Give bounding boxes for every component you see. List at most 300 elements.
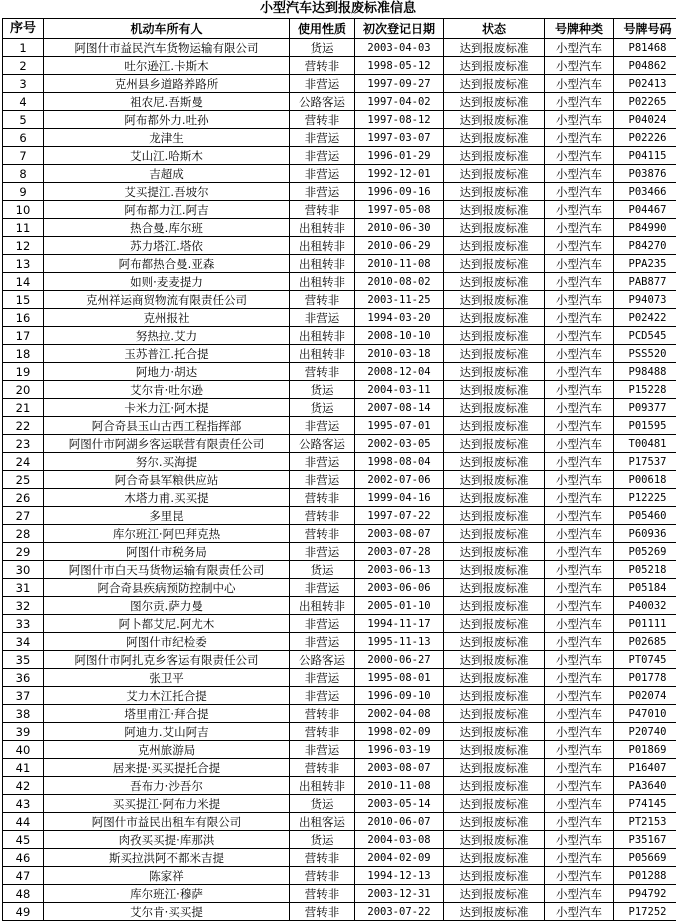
table-row xyxy=(3,687,676,705)
cell-use: 营转非 xyxy=(290,903,355,921)
cell-kind: 小型汽车 xyxy=(545,489,614,507)
cell-plate: P01778 xyxy=(614,669,676,687)
table-row xyxy=(3,867,676,885)
cell-use: 非营运 xyxy=(290,471,355,489)
cell-state: 达到报废标准 xyxy=(444,93,545,111)
cell-state: 达到报废标准 xyxy=(444,57,545,75)
table-row xyxy=(3,147,676,165)
cell-date: 1997-09-27 xyxy=(355,75,444,93)
cell-no: 2 xyxy=(3,57,44,75)
cell-plate: P35167 xyxy=(614,831,676,849)
cell-state: 达到报废标准 xyxy=(444,381,545,399)
cell-plate: P01288 xyxy=(614,867,676,885)
table-row xyxy=(3,759,676,777)
cell-kind: 小型汽车 xyxy=(545,453,614,471)
table-row xyxy=(3,705,676,723)
cell-kind: 小型汽车 xyxy=(545,705,614,723)
cell-plate: P04467 xyxy=(614,201,676,219)
cell-use: 出租转非 xyxy=(290,597,355,615)
cell-plate: P47010 xyxy=(614,705,676,723)
cell-state: 达到报废标准 xyxy=(444,741,545,759)
cell-kind: 小型汽车 xyxy=(545,795,614,813)
cell-plate: P17537 xyxy=(614,453,676,471)
table-row xyxy=(3,471,676,489)
cell-owner: 库尔班江·穆萨 xyxy=(44,885,290,903)
cell-date: 1996-01-29 xyxy=(355,147,444,165)
cell-owner: 克州报社 xyxy=(44,309,290,327)
cell-kind: 小型汽车 xyxy=(545,561,614,579)
cell-no: 22 xyxy=(3,417,44,435)
table-row xyxy=(3,75,676,93)
cell-date: 2010-11-08 xyxy=(355,777,444,795)
cell-owner: 祖农尼.吾斯曼 xyxy=(44,93,290,111)
cell-owner: 克州祥运商贸物流有限责任公司 xyxy=(44,291,290,309)
cell-kind: 小型汽车 xyxy=(545,345,614,363)
cell-use: 非营运 xyxy=(290,615,355,633)
cell-use: 出租客运 xyxy=(290,813,355,831)
cell-owner: 艾买提江.吾坡尔 xyxy=(44,183,290,201)
cell-owner: 阿迪力.艾山阿吉 xyxy=(44,723,290,741)
cell-kind: 小型汽车 xyxy=(545,759,614,777)
cell-no: 34 xyxy=(3,633,44,651)
cell-date: 2002-03-05 xyxy=(355,435,444,453)
cell-date: 1998-05-12 xyxy=(355,57,444,75)
cell-state: 达到报废标准 xyxy=(444,237,545,255)
table-row xyxy=(3,363,676,381)
cell-plate: T00481 xyxy=(614,435,676,453)
cell-no: 47 xyxy=(3,867,44,885)
cell-state: 达到报废标准 xyxy=(444,309,545,327)
cell-date: 2008-10-10 xyxy=(355,327,444,345)
table-row xyxy=(3,435,676,453)
cell-kind: 小型汽车 xyxy=(545,597,614,615)
cell-owner: 苏力塔江.塔依 xyxy=(44,237,290,255)
cell-no: 39 xyxy=(3,723,44,741)
cell-kind: 小型汽车 xyxy=(545,831,614,849)
cell-no: 41 xyxy=(3,759,44,777)
cell-state: 达到报废标准 xyxy=(444,75,545,93)
cell-owner: 阿图什市阿扎克乡客运有限责任公司 xyxy=(44,651,290,669)
cell-kind: 小型汽车 xyxy=(545,57,614,75)
cell-kind: 小型汽车 xyxy=(545,381,614,399)
cell-date: 2010-06-07 xyxy=(355,813,444,831)
cell-plate: P20740 xyxy=(614,723,676,741)
cell-plate: P17252 xyxy=(614,903,676,921)
cell-plate: P04115 xyxy=(614,147,676,165)
cell-date: 2010-08-02 xyxy=(355,273,444,291)
table-row xyxy=(3,219,676,237)
cell-use: 营转非 xyxy=(290,885,355,903)
cell-use: 营转非 xyxy=(290,525,355,543)
cell-date: 2003-05-14 xyxy=(355,795,444,813)
cell-date: 1995-11-13 xyxy=(355,633,444,651)
table-row xyxy=(3,669,676,687)
cell-use: 非营运 xyxy=(290,633,355,651)
cell-owner: 阿图什市白天马货物运输有限责任公司 xyxy=(44,561,290,579)
cell-date: 2003-06-13 xyxy=(355,561,444,579)
cell-state: 达到报废标准 xyxy=(444,615,545,633)
table-row xyxy=(3,723,676,741)
cell-date: 2007-08-14 xyxy=(355,399,444,417)
cell-date: 1997-03-07 xyxy=(355,129,444,147)
cell-no: 5 xyxy=(3,111,44,129)
cell-owner: 卡米力江·阿木提 xyxy=(44,399,290,417)
cell-kind: 小型汽车 xyxy=(545,399,614,417)
cell-no: 17 xyxy=(3,327,44,345)
cell-owner: 克州县乡道路养路所 xyxy=(44,75,290,93)
column-header-kind: 号牌种类 xyxy=(545,19,614,39)
cell-kind: 小型汽车 xyxy=(545,147,614,165)
cell-use: 出租转非 xyxy=(290,219,355,237)
table-row xyxy=(3,795,676,813)
cell-plate: P15228 xyxy=(614,381,676,399)
column-header-no: 序号 xyxy=(3,19,44,39)
cell-owner: 龙津生 xyxy=(44,129,290,147)
cell-date: 2003-08-07 xyxy=(355,759,444,777)
table-row xyxy=(3,597,676,615)
cell-use: 营转非 xyxy=(290,57,355,75)
cell-use: 公路客运 xyxy=(290,93,355,111)
cell-kind: 小型汽车 xyxy=(545,435,614,453)
cell-plate: P81468 xyxy=(614,39,676,57)
table-row xyxy=(3,903,676,921)
table-row xyxy=(3,93,676,111)
table-row xyxy=(3,489,676,507)
cell-state: 达到报废标准 xyxy=(444,255,545,273)
table-row xyxy=(3,525,676,543)
cell-state: 达到报废标准 xyxy=(444,417,545,435)
cell-date: 2010-06-30 xyxy=(355,219,444,237)
cell-no: 1 xyxy=(3,39,44,57)
cell-owner: 阿地力·胡达 xyxy=(44,363,290,381)
cell-plate: P02685 xyxy=(614,633,676,651)
cell-use: 营转非 xyxy=(290,867,355,885)
table-row xyxy=(3,453,676,471)
cell-kind: 小型汽车 xyxy=(545,543,614,561)
table-row xyxy=(3,291,676,309)
cell-date: 1997-04-02 xyxy=(355,93,444,111)
cell-no: 12 xyxy=(3,237,44,255)
table-row xyxy=(3,831,676,849)
cell-date: 2003-11-25 xyxy=(355,291,444,309)
cell-date: 1997-08-12 xyxy=(355,111,444,129)
cell-plate: P01111 xyxy=(614,615,676,633)
cell-no: 36 xyxy=(3,669,44,687)
cell-no: 32 xyxy=(3,597,44,615)
cell-no: 45 xyxy=(3,831,44,849)
cell-kind: 小型汽车 xyxy=(545,75,614,93)
cell-plate: P60936 xyxy=(614,525,676,543)
table-row xyxy=(3,777,676,795)
cell-state: 达到报废标准 xyxy=(444,165,545,183)
cell-plate: P05669 xyxy=(614,849,676,867)
cell-state: 达到报废标准 xyxy=(444,39,545,57)
cell-owner: 居来提·买买提托合提 xyxy=(44,759,290,777)
cell-date: 1996-09-10 xyxy=(355,687,444,705)
cell-plate: P01595 xyxy=(614,417,676,435)
table-row xyxy=(3,615,676,633)
cell-state: 达到报废标准 xyxy=(444,903,545,921)
cell-no: 28 xyxy=(3,525,44,543)
cell-no: 15 xyxy=(3,291,44,309)
cell-date: 2003-07-28 xyxy=(355,543,444,561)
cell-plate: PPA235 xyxy=(614,255,676,273)
cell-no: 11 xyxy=(3,219,44,237)
cell-no: 40 xyxy=(3,741,44,759)
cell-owner: 阿卜都艾尼.阿尤木 xyxy=(44,615,290,633)
cell-date: 2010-06-29 xyxy=(355,237,444,255)
cell-date: 1998-08-04 xyxy=(355,453,444,471)
cell-owner: 努尔.买海提 xyxy=(44,453,290,471)
cell-kind: 小型汽车 xyxy=(545,39,614,57)
cell-use: 非营运 xyxy=(290,417,355,435)
cell-date: 2003-12-31 xyxy=(355,885,444,903)
cell-plate: P05184 xyxy=(614,579,676,597)
cell-use: 非营运 xyxy=(290,669,355,687)
cell-kind: 小型汽车 xyxy=(545,291,614,309)
cell-kind: 小型汽车 xyxy=(545,903,614,921)
cell-no: 21 xyxy=(3,399,44,417)
cell-owner: 木塔力甫.买买提 xyxy=(44,489,290,507)
cell-plate: P05460 xyxy=(614,507,676,525)
cell-state: 达到报废标准 xyxy=(444,705,545,723)
vehicle-table xyxy=(2,18,676,921)
cell-owner: 阿布都热合曼.亚森 xyxy=(44,255,290,273)
cell-kind: 小型汽车 xyxy=(545,363,614,381)
cell-date: 2004-03-11 xyxy=(355,381,444,399)
table-row xyxy=(3,183,676,201)
cell-date: 1997-07-22 xyxy=(355,507,444,525)
cell-owner: 阿图什市税务局 xyxy=(44,543,290,561)
table-body xyxy=(3,39,676,921)
cell-no: 7 xyxy=(3,147,44,165)
cell-owner: 玉苏普江.托合提 xyxy=(44,345,290,363)
cell-no: 14 xyxy=(3,273,44,291)
cell-no: 6 xyxy=(3,129,44,147)
cell-date: 2000-06-27 xyxy=(355,651,444,669)
table-row xyxy=(3,255,676,273)
cell-use: 营转非 xyxy=(290,723,355,741)
cell-use: 出租转非 xyxy=(290,255,355,273)
cell-no: 4 xyxy=(3,93,44,111)
cell-state: 达到报废标准 xyxy=(444,669,545,687)
table-row xyxy=(3,57,676,75)
cell-date: 2004-03-08 xyxy=(355,831,444,849)
cell-kind: 小型汽车 xyxy=(545,327,614,345)
cell-plate: P05269 xyxy=(614,543,676,561)
cell-use: 营转非 xyxy=(290,489,355,507)
cell-plate: P01869 xyxy=(614,741,676,759)
cell-owner: 如则·麦麦提力 xyxy=(44,273,290,291)
cell-no: 25 xyxy=(3,471,44,489)
cell-use: 货运 xyxy=(290,795,355,813)
cell-state: 达到报废标准 xyxy=(444,471,545,489)
cell-date: 2004-02-09 xyxy=(355,849,444,867)
cell-date: 2008-12-04 xyxy=(355,363,444,381)
cell-use: 非营运 xyxy=(290,453,355,471)
cell-owner: 艾力木江托合提 xyxy=(44,687,290,705)
cell-date: 1998-02-09 xyxy=(355,723,444,741)
cell-owner: 努热拉.艾力 xyxy=(44,327,290,345)
cell-no: 38 xyxy=(3,705,44,723)
cell-kind: 小型汽车 xyxy=(545,309,614,327)
cell-owner: 斯买拉洪阿不都米吉提 xyxy=(44,849,290,867)
cell-plate: P05218 xyxy=(614,561,676,579)
cell-owner: 多里昆 xyxy=(44,507,290,525)
cell-no: 18 xyxy=(3,345,44,363)
table-row xyxy=(3,543,676,561)
cell-state: 达到报废标准 xyxy=(444,147,545,165)
cell-use: 营转非 xyxy=(290,291,355,309)
cell-date: 1995-07-01 xyxy=(355,417,444,435)
cell-state: 达到报废标准 xyxy=(444,435,545,453)
cell-state: 达到报废标准 xyxy=(444,507,545,525)
cell-state: 达到报废标准 xyxy=(444,687,545,705)
cell-use: 非营运 xyxy=(290,165,355,183)
cell-plate: P40032 xyxy=(614,597,676,615)
cell-date: 1994-12-13 xyxy=(355,867,444,885)
cell-plate: P84990 xyxy=(614,219,676,237)
cell-use: 营转非 xyxy=(290,759,355,777)
cell-owner: 艾尔肯·吐尔逊 xyxy=(44,381,290,399)
cell-date: 2003-06-06 xyxy=(355,579,444,597)
cell-use: 非营运 xyxy=(290,309,355,327)
cell-no: 30 xyxy=(3,561,44,579)
cell-owner: 阿合奇县疾病预防控制中心 xyxy=(44,579,290,597)
cell-plate: P04024 xyxy=(614,111,676,129)
cell-state: 达到报废标准 xyxy=(444,795,545,813)
cell-use: 非营运 xyxy=(290,543,355,561)
cell-owner: 吉超成 xyxy=(44,165,290,183)
table-row xyxy=(3,201,676,219)
cell-date: 1996-09-16 xyxy=(355,183,444,201)
cell-state: 达到报废标准 xyxy=(444,453,545,471)
cell-kind: 小型汽车 xyxy=(545,579,614,597)
cell-date: 1994-11-17 xyxy=(355,615,444,633)
cell-state: 达到报废标准 xyxy=(444,201,545,219)
cell-use: 货运 xyxy=(290,381,355,399)
cell-kind: 小型汽车 xyxy=(545,849,614,867)
cell-use: 货运 xyxy=(290,399,355,417)
table-row xyxy=(3,579,676,597)
cell-plate: P02226 xyxy=(614,129,676,147)
cell-no: 8 xyxy=(3,165,44,183)
cell-kind: 小型汽车 xyxy=(545,93,614,111)
cell-kind: 小型汽车 xyxy=(545,651,614,669)
cell-kind: 小型汽车 xyxy=(545,165,614,183)
cell-plate: P94073 xyxy=(614,291,676,309)
cell-state: 达到报废标准 xyxy=(444,651,545,669)
cell-owner: 图尔贡.萨力曼 xyxy=(44,597,290,615)
cell-plate: PA3640 xyxy=(614,777,676,795)
cell-kind: 小型汽车 xyxy=(545,615,614,633)
cell-date: 1997-05-08 xyxy=(355,201,444,219)
cell-use: 出租转非 xyxy=(290,237,355,255)
cell-use: 营转非 xyxy=(290,849,355,867)
cell-use: 货运 xyxy=(290,561,355,579)
cell-use: 非营运 xyxy=(290,741,355,759)
cell-kind: 小型汽车 xyxy=(545,183,614,201)
table-row xyxy=(3,507,676,525)
table-row xyxy=(3,327,676,345)
table-row xyxy=(3,849,676,867)
cell-use: 营转非 xyxy=(290,705,355,723)
cell-kind: 小型汽车 xyxy=(545,723,614,741)
cell-no: 29 xyxy=(3,543,44,561)
table-row xyxy=(3,651,676,669)
cell-owner: 张卫平 xyxy=(44,669,290,687)
cell-plate: P09377 xyxy=(614,399,676,417)
cell-owner: 阿布都外力.吐孙 xyxy=(44,111,290,129)
cell-use: 非营运 xyxy=(290,183,355,201)
cell-state: 达到报废标准 xyxy=(444,543,545,561)
column-header-state: 状态 xyxy=(444,19,545,39)
cell-kind: 小型汽车 xyxy=(545,507,614,525)
cell-state: 达到报废标准 xyxy=(444,849,545,867)
cell-state: 达到报废标准 xyxy=(444,723,545,741)
table-row xyxy=(3,39,676,57)
cell-plate: P16407 xyxy=(614,759,676,777)
cell-kind: 小型汽车 xyxy=(545,201,614,219)
table-row xyxy=(3,165,676,183)
cell-owner: 吾布力·沙吾尔 xyxy=(44,777,290,795)
cell-plate: P03466 xyxy=(614,183,676,201)
table-row xyxy=(3,561,676,579)
cell-owner: 买买提江·阿布力米提 xyxy=(44,795,290,813)
cell-no: 46 xyxy=(3,849,44,867)
cell-plate: P02074 xyxy=(614,687,676,705)
cell-state: 达到报废标准 xyxy=(444,759,545,777)
cell-no: 49 xyxy=(3,903,44,921)
cell-use: 非营运 xyxy=(290,687,355,705)
cell-plate: P03876 xyxy=(614,165,676,183)
cell-date: 1999-04-16 xyxy=(355,489,444,507)
cell-use: 营转非 xyxy=(290,507,355,525)
cell-plate: P84270 xyxy=(614,237,676,255)
cell-no: 26 xyxy=(3,489,44,507)
cell-plate: PT0745 xyxy=(614,651,676,669)
cell-date: 1992-12-01 xyxy=(355,165,444,183)
cell-kind: 小型汽车 xyxy=(545,219,614,237)
cell-owner: 陈家祥 xyxy=(44,867,290,885)
cell-state: 达到报废标准 xyxy=(444,633,545,651)
cell-kind: 小型汽车 xyxy=(545,471,614,489)
cell-owner: 肉孜买买提·库那洪 xyxy=(44,831,290,849)
cell-plate: P02413 xyxy=(614,75,676,93)
cell-state: 达到报废标准 xyxy=(444,831,545,849)
cell-use: 出租转非 xyxy=(290,327,355,345)
table-row xyxy=(3,345,676,363)
cell-use: 货运 xyxy=(290,831,355,849)
cell-kind: 小型汽车 xyxy=(545,777,614,795)
cell-no: 20 xyxy=(3,381,44,399)
table-row xyxy=(3,237,676,255)
cell-no: 3 xyxy=(3,75,44,93)
cell-no: 35 xyxy=(3,651,44,669)
cell-state: 达到报废标准 xyxy=(444,291,545,309)
cell-use: 营转非 xyxy=(290,111,355,129)
cell-state: 达到报废标准 xyxy=(444,525,545,543)
cell-state: 达到报废标准 xyxy=(444,219,545,237)
cell-kind: 小型汽车 xyxy=(545,669,614,687)
cell-owner: 阿合奇县玉山古西工程指挥部 xyxy=(44,417,290,435)
cell-state: 达到报废标准 xyxy=(444,399,545,417)
cell-state: 达到报废标准 xyxy=(444,363,545,381)
table-row xyxy=(3,381,676,399)
cell-state: 达到报废标准 xyxy=(444,111,545,129)
cell-owner: 阿图什市益民汽车货物运输有限公司 xyxy=(44,39,290,57)
cell-use: 出租转非 xyxy=(290,345,355,363)
